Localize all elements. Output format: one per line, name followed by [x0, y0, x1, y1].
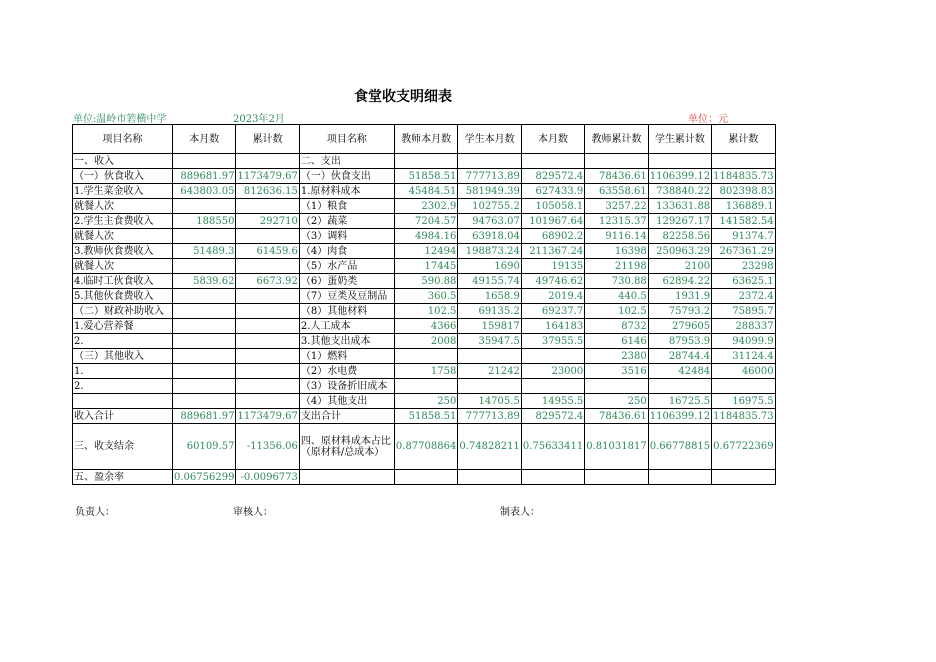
cell-student-month: 63918.04 — [458, 229, 521, 244]
cell-expense-month — [521, 470, 584, 485]
cell-expense-month: 829572.4 — [521, 409, 584, 424]
cell-income-item: 五、盈余率 — [73, 470, 173, 485]
cell-student-month: 14705.5 — [458, 394, 521, 409]
cell-teacher-cumulative: 63558.61 — [585, 184, 648, 199]
cell-income-item: （二）财政补助收入 — [73, 304, 173, 319]
table-row — [73, 154, 776, 169]
cell-expense-item: （4）肉食 — [299, 244, 394, 259]
cell-student-month — [458, 379, 521, 394]
cell-student-cumulative: 250963.29 — [648, 244, 711, 259]
cell-teacher-month: 1758 — [394, 364, 457, 379]
ledger-table — [72, 124, 776, 485]
cell-student-cumulative: 0.66778815 — [648, 424, 711, 470]
cell-expense-month: 69237.7 — [521, 304, 584, 319]
cell-expense-item: （7）豆类及豆制品 — [299, 289, 394, 304]
cell-student-cumulative: 738840.22 — [648, 184, 711, 199]
cell-income-cumulative — [236, 379, 299, 394]
cell-teacher-cumulative — [585, 470, 648, 485]
cell-student-month: 21242 — [458, 364, 521, 379]
cell-student-month — [458, 154, 521, 169]
cell-income-cumulative: -11356.06 — [236, 424, 299, 470]
cell-expense-cumulative: 63625.1 — [712, 274, 775, 289]
cell-teacher-cumulative — [585, 379, 648, 394]
cell-income-item: （一）伙食收入 — [73, 169, 173, 184]
table-row — [73, 470, 776, 485]
cell-teacher-month: 590.88 — [394, 274, 457, 289]
cell-expense-month — [521, 154, 584, 169]
cell-teacher-cumulative: 0.81031817 — [585, 424, 648, 470]
table-row — [73, 409, 776, 424]
cell-teacher-month: 2302.9 — [394, 199, 457, 214]
table-row — [73, 289, 776, 304]
cell-expense-item: 3.其他支出成本 — [299, 334, 394, 349]
cell-student-month — [458, 470, 521, 485]
table-row — [73, 334, 776, 349]
header-student-cumulative: 学生累计数 — [648, 125, 711, 154]
cell-income-cumulative: 61459.6 — [236, 244, 299, 259]
cell-income-cumulative: -0.0096773 — [236, 470, 299, 485]
header-row — [73, 125, 776, 154]
cell-expense-cumulative: 2372.4 — [712, 289, 775, 304]
cell-expense-item: （3）设备折旧成本 — [299, 379, 394, 394]
cell-student-month: 777713.89 — [458, 409, 521, 424]
cell-teacher-cumulative: 16398 — [585, 244, 648, 259]
cell-expense-cumulative: 31124.4 — [712, 349, 775, 364]
cell-student-cumulative: 129267.17 — [648, 214, 711, 229]
cell-income-item: （三）其他收入 — [73, 349, 173, 364]
cell-income-cumulative: 1173479.67 — [237, 410, 298, 422]
cell-student-cumulative — [648, 470, 711, 485]
table-row — [73, 229, 776, 244]
cell-income-month — [173, 319, 236, 334]
currency-unit: 单位：元 — [688, 114, 728, 125]
cell-income-item: 4.临时工伙食收入 — [73, 274, 173, 289]
cell-expense-month: 2019.4 — [521, 289, 584, 304]
cell-student-month: 1690 — [458, 259, 521, 274]
cell-expense-month: 14955.5 — [521, 394, 584, 409]
cell-expense-item: （一）伙食支出 — [299, 169, 394, 184]
cell-income-cumulative: 812636.15 — [236, 184, 299, 199]
cell-student-month: 102755.2 — [458, 199, 521, 214]
cell-income-item: 1.学生菜金收入 — [73, 184, 173, 199]
cell-income-month: 0.06756299 — [174, 471, 235, 483]
cell-expense-item: （1）燃料 — [299, 349, 394, 364]
table-row — [73, 379, 776, 394]
table-row — [73, 259, 776, 274]
cell-student-cumulative: 279605 — [648, 319, 711, 334]
cell-teacher-month: 12494 — [394, 244, 457, 259]
cell-teacher-month — [394, 470, 457, 485]
header-income-month: 本月数 — [173, 125, 236, 154]
cell-income-month — [173, 229, 236, 244]
cell-student-month — [458, 349, 521, 364]
cell-student-cumulative: 82258.56 — [648, 229, 711, 244]
cell-expense-item: 1.原材料成本 — [299, 184, 394, 199]
cell-expense-item: （5）水产品 — [299, 259, 394, 274]
cell-teacher-cumulative: 3516 — [585, 364, 648, 379]
cell-income-cumulative — [236, 259, 299, 274]
table-row — [73, 274, 776, 289]
cell-income-month: 5839.62 — [173, 274, 236, 289]
report-date: 2023年2月 — [233, 114, 285, 125]
cell-income-month: 889681.97 — [173, 169, 236, 184]
cell-income-item: 三、收支结余 — [73, 424, 173, 470]
cell-expense-cumulative — [712, 154, 775, 169]
cell-teacher-month — [394, 349, 457, 364]
cell-teacher-month: 102.5 — [394, 304, 457, 319]
cell-income-item: 一、收入 — [73, 154, 173, 169]
table-row — [73, 214, 776, 229]
cell-income-cumulative — [236, 154, 299, 169]
cell-income-item: 5.其他伙食费收入 — [73, 289, 173, 304]
cell-teacher-month: 17445 — [394, 259, 457, 274]
cell-income-item: 1.爱心营养餐 — [73, 319, 173, 334]
table-row — [73, 394, 776, 409]
cell-expense-month: 211367.24 — [521, 244, 584, 259]
cell-expense-item: （2）蔬菜 — [299, 214, 394, 229]
header-student-month: 学生本月数 — [458, 125, 521, 154]
cell-income-item: 收入合计 — [73, 409, 173, 424]
cell-income-month: 60109.57 — [173, 424, 236, 470]
cell-expense-item: 支出合计 — [299, 409, 394, 424]
cell-expense-month: 0.75633411 — [521, 424, 584, 470]
cell-student-cumulative: 16725.5 — [648, 394, 711, 409]
cell-income-month: 51489.3 — [173, 244, 236, 259]
table-row — [73, 199, 776, 214]
cell-expense-month: 101967.64 — [521, 214, 584, 229]
cell-income-item: 3.教师伙食费收入 — [73, 244, 173, 259]
cell-income-cumulative — [236, 319, 299, 334]
cell-teacher-cumulative: 250 — [585, 394, 648, 409]
cell-income-cumulative — [236, 364, 299, 379]
cell-income-cumulative: 6673.92 — [236, 274, 299, 289]
cell-student-month: 198873.24 — [458, 244, 521, 259]
cell-student-month: 49155.74 — [458, 274, 521, 289]
cell-teacher-month: 51858.51 — [394, 169, 457, 184]
cell-income-item — [73, 394, 173, 409]
cell-income-item: 就餐人次 — [73, 229, 173, 244]
cell-income-month — [173, 379, 236, 394]
cell-income-month: 889681.97 — [173, 409, 236, 424]
cell-expense-item: 二、支出 — [299, 154, 394, 169]
cell-expense-month: 829572.4 — [521, 169, 584, 184]
header-expense-month: 本月数 — [521, 125, 584, 154]
header-teacher-cumulative: 教师累计数 — [585, 125, 648, 154]
cell-student-cumulative — [648, 379, 711, 394]
cell-student-cumulative: 1106399.12 — [649, 170, 711, 182]
cell-expense-item: 四、原材料成本占比 （原材料/总成本） — [299, 424, 394, 470]
cell-teacher-cumulative: 78436.61 — [585, 169, 648, 184]
cell-student-month: 94763.07 — [458, 214, 521, 229]
cell-income-month — [173, 289, 236, 304]
cell-expense-item: 2.人工成本 — [299, 319, 394, 334]
cell-expense-item: （8）其他材料 — [299, 304, 394, 319]
cell-expense-month: 164183 — [521, 319, 584, 334]
cell-teacher-month: 0.87708864 — [394, 424, 457, 470]
cell-expense-month — [521, 349, 584, 364]
cell-expense-cumulative — [712, 379, 775, 394]
cell-income-month — [173, 364, 236, 379]
cell-expense-cumulative: 94099.9 — [712, 334, 775, 349]
cell-income-item: 2.学生主食费收入 — [73, 214, 173, 229]
header-expense-item: 项目名称 — [299, 125, 394, 154]
header-income-item: 项目名称 — [73, 125, 173, 154]
cell-expense-item — [299, 470, 394, 485]
cell-expense-cumulative: 136889.1 — [712, 199, 775, 214]
cell-income-cumulative — [236, 289, 299, 304]
cell-expense-item: （3）调料 — [299, 229, 394, 244]
cell-student-cumulative: 75793.2 — [648, 304, 711, 319]
cell-income-cumulative — [236, 304, 299, 319]
table-row — [73, 304, 776, 319]
cell-student-cumulative — [648, 154, 711, 169]
cell-income-month — [173, 334, 236, 349]
cell-student-month: 1658.9 — [458, 289, 521, 304]
table-row — [73, 184, 776, 199]
table-row — [73, 364, 776, 379]
cell-income-item: 1. — [73, 364, 173, 379]
cell-teacher-cumulative — [585, 154, 648, 169]
cell-teacher-month: 2008 — [394, 334, 457, 349]
cell-income-month — [173, 349, 236, 364]
cell-income-month — [173, 304, 236, 319]
cell-expense-cumulative: 46000 — [712, 364, 775, 379]
cell-income-item: 2. — [73, 334, 173, 349]
cell-student-cumulative: 1931.9 — [648, 289, 711, 304]
signature-responsible: 负责人： — [75, 507, 115, 518]
cell-expense-cumulative: 91374.7 — [712, 229, 775, 244]
cell-teacher-month: 51858.51 — [394, 409, 457, 424]
cell-teacher-month: 4984.16 — [394, 229, 457, 244]
cell-expense-month: 37955.5 — [521, 334, 584, 349]
cell-teacher-cumulative: 9116.14 — [585, 229, 648, 244]
cell-student-cumulative: 1106399.12 — [649, 410, 711, 422]
cell-expense-cumulative: 267361.29 — [712, 244, 775, 259]
cell-student-month: 159817 — [458, 319, 521, 334]
cell-student-cumulative: 42484 — [648, 364, 711, 379]
cell-teacher-cumulative: 3257.22 — [585, 199, 648, 214]
cell-expense-month: 105058.1 — [521, 199, 584, 214]
cell-teacher-cumulative: 6146 — [585, 334, 648, 349]
table-row — [73, 349, 776, 364]
header-income-cumulative: 累计数 — [236, 125, 299, 154]
cell-expense-cumulative — [712, 470, 775, 485]
header-teacher-month: 教师本月数 — [394, 125, 457, 154]
cell-teacher-cumulative: 78436.61 — [585, 409, 648, 424]
cell-student-cumulative: 2100 — [648, 259, 711, 274]
cell-teacher-month: 360.5 — [394, 289, 457, 304]
cell-student-month: 35947.5 — [458, 334, 521, 349]
cell-expense-cumulative: 802398.83 — [712, 184, 775, 199]
cell-income-cumulative — [236, 394, 299, 409]
cell-teacher-cumulative: 8732 — [585, 319, 648, 334]
cell-teacher-cumulative: 21198 — [585, 259, 648, 274]
cell-income-cumulative — [236, 334, 299, 349]
cell-teacher-cumulative: 2380 — [585, 349, 648, 364]
cell-expense-month: 23000 — [521, 364, 584, 379]
cell-teacher-month — [394, 379, 457, 394]
cell-expense-cumulative: 141582.54 — [712, 214, 775, 229]
cell-expense-cumulative: 75895.7 — [712, 304, 775, 319]
cell-teacher-month: 7204.57 — [394, 214, 457, 229]
cell-teacher-cumulative: 730.88 — [585, 274, 648, 289]
cell-income-month — [173, 199, 236, 214]
signature-reviewer: 审核人： — [233, 507, 273, 518]
cell-income-month — [173, 259, 236, 274]
table-row — [73, 169, 776, 184]
cell-expense-cumulative: 288337 — [712, 319, 775, 334]
cell-student-month: 777713.89 — [458, 169, 521, 184]
cell-teacher-month: 4366 — [394, 319, 457, 334]
cell-income-item: 2. — [73, 379, 173, 394]
cell-teacher-cumulative: 12315.37 — [585, 214, 648, 229]
cell-income-cumulative — [236, 199, 299, 214]
table-row — [73, 244, 776, 259]
table-body — [73, 154, 776, 485]
cell-student-cumulative: 62894.22 — [648, 274, 711, 289]
cell-student-cumulative: 87953.9 — [648, 334, 711, 349]
cell-teacher-month — [394, 154, 457, 169]
cell-teacher-cumulative: 102.5 — [585, 304, 648, 319]
cell-expense-month: 627433.9 — [521, 184, 584, 199]
cell-teacher-month: 250 — [394, 394, 457, 409]
unit-organization: 单位:温岭市箬横中学 — [73, 114, 167, 125]
cell-expense-item: （4）其他支出 — [299, 394, 394, 409]
cell-income-month — [173, 154, 236, 169]
cell-expense-cumulative: 0.67722369 — [712, 424, 775, 470]
cell-expense-month — [521, 379, 584, 394]
cell-income-month: 643803.05 — [173, 184, 236, 199]
sheet-title: 食堂收支明细表 — [354, 89, 452, 105]
cell-income-cumulative: 292710 — [236, 214, 299, 229]
cell-income-item: 就餐人次 — [73, 259, 173, 274]
cell-expense-cumulative: 1184835.73 — [713, 410, 774, 422]
cell-student-month: 581949.39 — [458, 184, 521, 199]
cell-expense-month: 68902.2 — [521, 229, 584, 244]
cell-income-cumulative — [236, 349, 299, 364]
signature-preparer: 制表人： — [500, 507, 540, 518]
header-expense-cumulative: 累计数 — [712, 125, 775, 154]
cell-expense-item: （6）蛋奶类 — [299, 274, 394, 289]
cell-expense-cumulative: 23298 — [712, 259, 775, 274]
cell-expense-item: （2）水电费 — [299, 364, 394, 379]
cell-expense-cumulative: 1184835.73 — [713, 170, 774, 182]
cell-student-cumulative: 28744.4 — [648, 349, 711, 364]
cell-income-month: 188550 — [173, 214, 236, 229]
cell-income-cumulative: 1173479.67 — [237, 170, 298, 182]
cell-expense-cumulative: 16975.5 — [712, 394, 775, 409]
cell-teacher-cumulative: 440.5 — [585, 289, 648, 304]
cell-teacher-month: 45484.51 — [394, 184, 457, 199]
cell-income-item: 就餐人次 — [73, 199, 173, 214]
cell-income-month — [173, 394, 236, 409]
cell-expense-month: 19135 — [521, 259, 584, 274]
cell-expense-month: 49746.62 — [521, 274, 584, 289]
cell-expense-item: （1）粮食 — [299, 199, 394, 214]
table-row — [73, 319, 776, 334]
cell-student-month: 0.74828211 — [458, 424, 521, 470]
cell-student-cumulative: 133631.88 — [648, 199, 711, 214]
cell-student-month: 69135.2 — [458, 304, 521, 319]
table-row — [73, 424, 776, 470]
cell-income-cumulative — [236, 229, 299, 244]
